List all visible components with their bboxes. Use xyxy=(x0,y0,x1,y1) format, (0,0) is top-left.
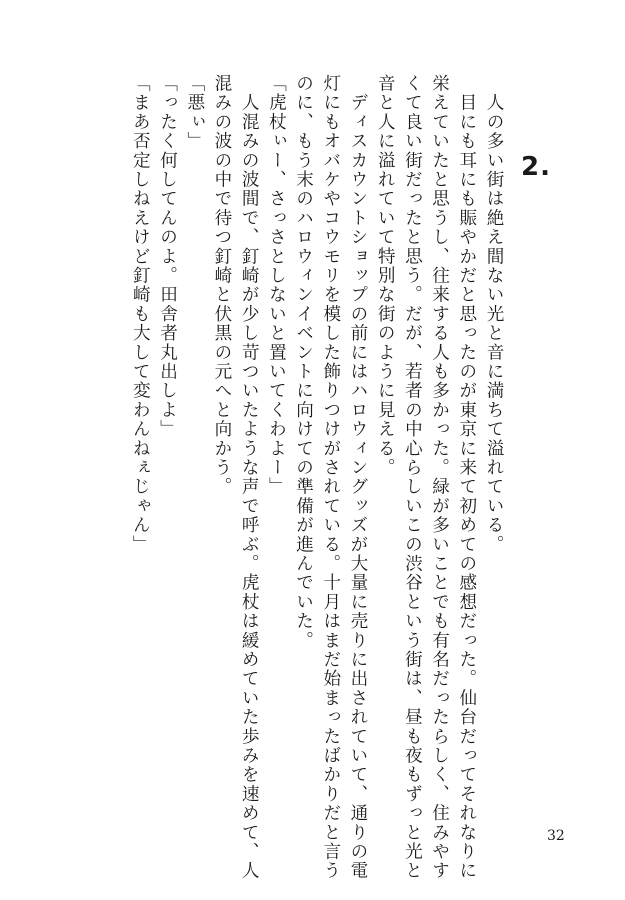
vertical-text-block xyxy=(126,74,507,881)
text-line: 灯にもオバケやコウモリを模した飾りつけがされている。十月はまだ始まったばかりだと言う xyxy=(320,74,341,881)
text-line: のに、もう末のハロウィンイベントに向けての準備が進んでいた。 xyxy=(293,74,314,650)
text-line: 目にも耳にも賑やかだと思ったのが東京に来て初めての感想だった。仙台だってそれなりに xyxy=(456,74,477,881)
text-line: 「ったく何してんのよ。田舎者丸出しよ」 xyxy=(157,74,178,439)
text-line: 「まあ否定しねえけど釘崎も大して変わんねぇじゃん」 xyxy=(130,74,151,554)
text-line: 「悪ぃ」 xyxy=(184,74,205,151)
text-line: 栄えていたと思うし、往来する人も多かった。緑が多いことでも有名だったらしく、住みやす xyxy=(429,74,450,881)
text-line: 音と人に溢れていて特別な街のように見える。 xyxy=(375,74,396,478)
text-line: 混みの波の中で待つ釘崎と伏黒の元へと向かう。 xyxy=(211,74,232,497)
page-number: 32 xyxy=(547,828,565,844)
text-line: くて良い街だったと思う。だが、若者の中心らしいこの渋谷という街は、昼も夜もずっと光と xyxy=(402,74,423,881)
text-line: 人の多い街は絶え間ない光と音に満ちて溢れている。 xyxy=(484,74,504,554)
text-line: ディスカウントショップの前にはハロウィングッズが大量に売りに出されていて、通りの電 xyxy=(347,74,368,881)
text-line: 人混みの波間で、釘崎が少し苛ついたような声で呼ぶ。虎杖は緩めていた歩みを速めて、人 xyxy=(239,74,260,881)
chapter-number: 2. xyxy=(521,152,551,182)
text-line: 「虎杖ぃー、さっさとしないと置いてくわよー」 xyxy=(266,74,287,497)
